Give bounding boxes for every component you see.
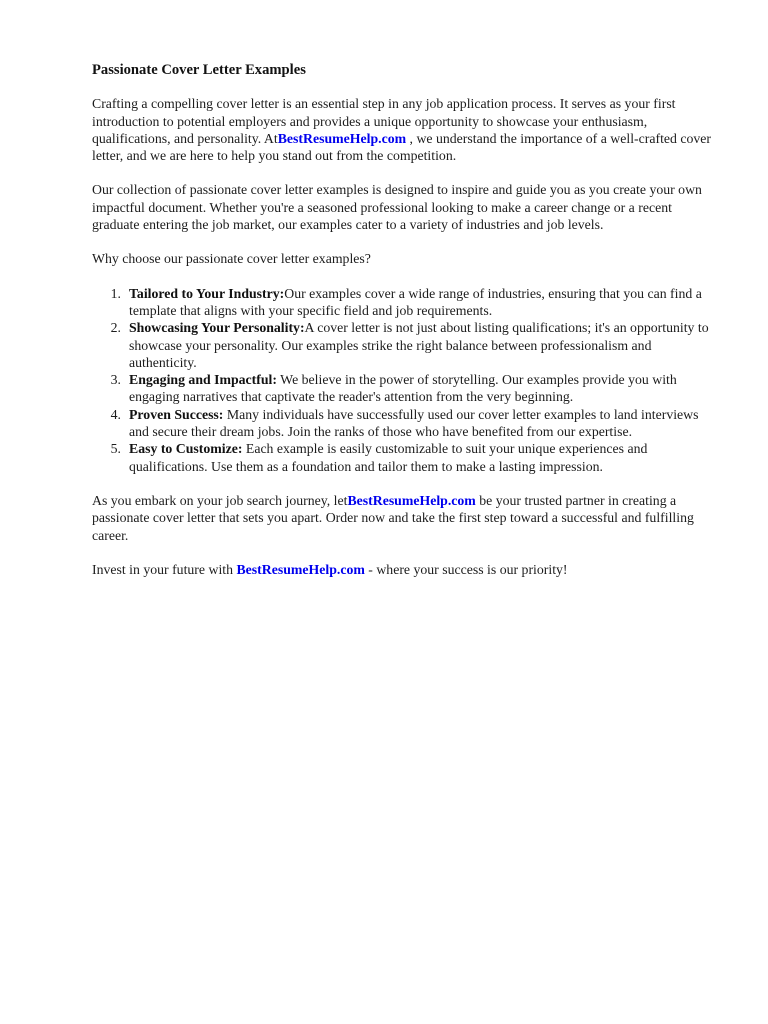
list-item-body bbox=[129, 371, 720, 406]
text-run: be your trusted partner in creating a passionate cover letter that sets you apart. Order now and take the first step toward a successful and fulfilling career. bbox=[92, 492, 694, 543]
list-item-number: 1. bbox=[110, 285, 121, 301]
list-item bbox=[92, 406, 720, 441]
list-item-text: A cover letter is not just about listing qualifications; it's an opportunity to showcase your personality. Our examples strike the right balance between professionalism and authenticity. bbox=[129, 320, 709, 370]
list-item bbox=[92, 319, 720, 371]
list-item-label: Proven Success: bbox=[129, 406, 224, 422]
list-item-body bbox=[129, 440, 720, 475]
list-item-text: Many individuals have successfully used our cover letter examples to land interviews and secure their dream jobs. Join the ranks of those who have benefited from our expertise. bbox=[129, 406, 699, 440]
text-run: Our collection of passionate cover letter examples is designed to inspire and guide you as you create your own impactful document. Whether you're a seasoned professional looking to make a career change or a recent graduate entering the job market, our examples cater to a variety of industries and job levels. bbox=[92, 182, 702, 233]
list-item-body bbox=[129, 319, 720, 371]
bestresumehelp-link[interactable]: BestResumeHelp.com bbox=[277, 130, 407, 146]
intro-paragraph-2 bbox=[92, 181, 720, 233]
question-line bbox=[92, 250, 720, 267]
bestresumehelp-link[interactable]: BestResumeHelp.com bbox=[347, 492, 476, 508]
list-item-text: Each example is easily customizable to suit your unique experiences and qualifications. Use them as a foundation and tailor them to make a lasting impression. bbox=[129, 441, 648, 474]
bestresumehelp-link[interactable]: BestResumeHelp.com bbox=[236, 561, 365, 577]
document-body bbox=[92, 62, 720, 595]
list-item-label: Tailored to Your Industry: bbox=[129, 285, 285, 301]
text-run: Invest in your future with bbox=[92, 561, 237, 577]
numbered-list bbox=[92, 285, 720, 475]
list-item bbox=[92, 371, 720, 406]
intro-paragraph-1 bbox=[92, 95, 720, 164]
list-item bbox=[92, 440, 720, 475]
list-item-number: 4. bbox=[110, 406, 121, 422]
list-item-label: Easy to Customize: bbox=[129, 441, 243, 457]
list-item bbox=[92, 285, 720, 320]
list-item-text: We believe in the power of storytelling. Our examples provide you with engaging narratives that captivate the reader's attention from the very beginning. bbox=[129, 372, 677, 405]
text-run: Crafting a compelling cover letter is an essential step in any job application process. It serves as your first introduction to potential employers and provides a unique opportunity to showcase your enthusiasm, qualifications, and personality. At bbox=[92, 96, 676, 146]
closing-paragraph-1 bbox=[92, 492, 720, 544]
list-item-body bbox=[129, 406, 720, 441]
text-run: , we understand the importance of a well-crafted cover letter, and we are here to help you stand out from the competition. bbox=[92, 130, 712, 164]
list-item-body bbox=[129, 285, 720, 320]
list-item-number: 3. bbox=[110, 372, 121, 388]
list-item-number: 5. bbox=[110, 441, 121, 457]
list-item-label: Engaging and Impactful: bbox=[129, 372, 277, 388]
closing-paragraph-2 bbox=[92, 561, 720, 578]
text-run: As you embark on your job search journey, let bbox=[92, 492, 348, 508]
list-item-label: Showcasing Your Personality: bbox=[129, 320, 305, 336]
list-item-text: Our examples cover a wide range of industries, ensuring that you can find a template that aligns with your specific field and job requirements. bbox=[129, 285, 702, 318]
document-title: Passionate Cover Letter Examples bbox=[92, 62, 306, 78]
text-run: - where your success is our priority! bbox=[364, 561, 568, 577]
text-run: Why choose our passionate cover letter examples? bbox=[92, 251, 371, 267]
list-item-number: 2. bbox=[110, 320, 121, 336]
